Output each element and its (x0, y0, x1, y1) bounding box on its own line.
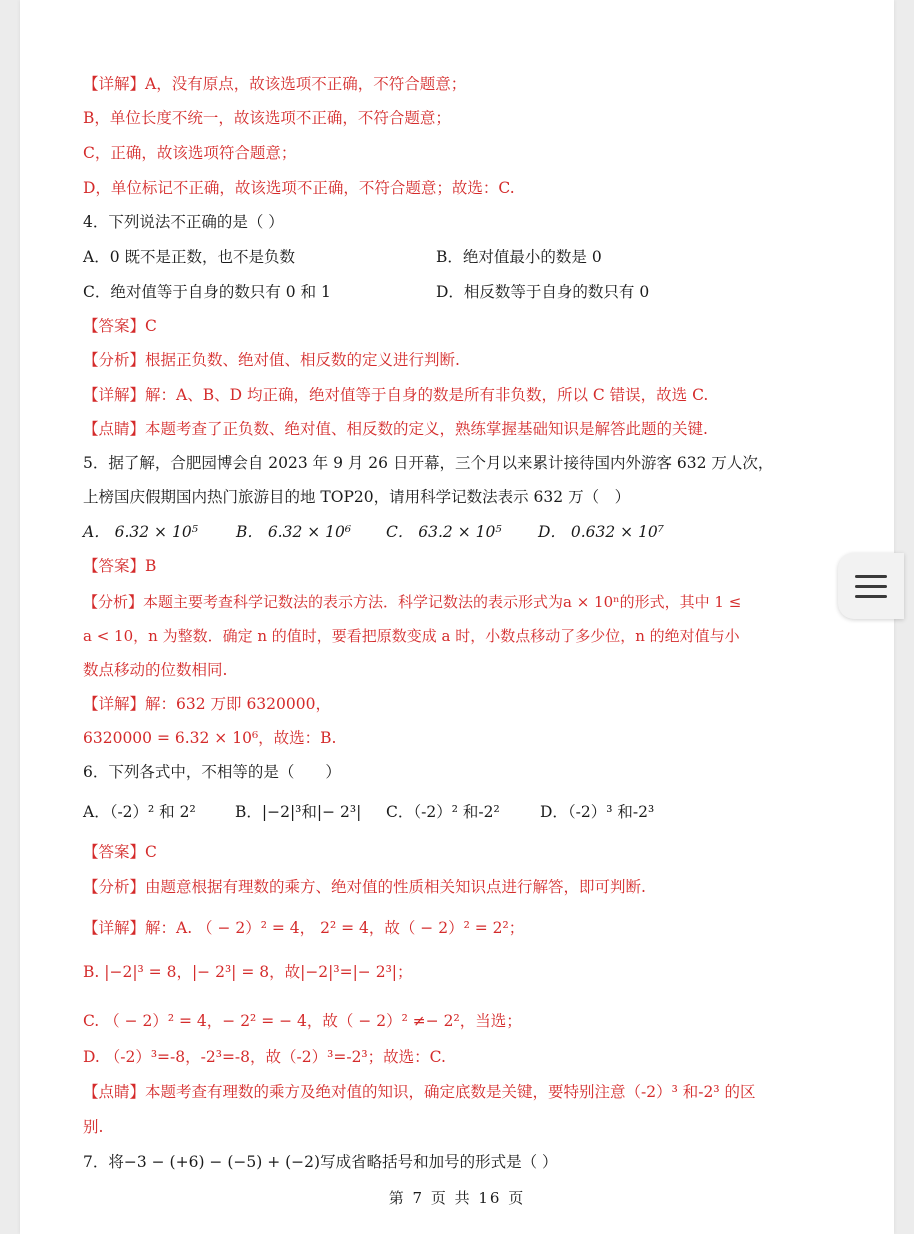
analysis-line: 【分析】本题主要考查科学记数法的表示方法．科学记数法的表示形式为a × 10ⁿ的形式，其中 1 ≤ (83, 593, 742, 611)
analysis-line: a < 10，n 为整数．确定 n 的值时，要看把原数变成 a 时，小数点移动了多少位，n 的绝对值与小 (83, 627, 740, 645)
question-7: 7．将−3 − (+6) − (−5) + (−2)写成省略括号和加号的形式是（ ） (83, 1153, 558, 1171)
q4-option-b: B．绝对值最小的数是 0 (436, 248, 602, 266)
explanation-line: D. （-2）³=-8，-2³=-8，故（-2）³=-2³；故选：C. (83, 1048, 446, 1066)
q4-option-a: A．0 既不是正数，也不是负数 (83, 248, 295, 266)
answer-line: 【答案】B (83, 557, 157, 575)
question-5: 5．据了解，合肥园博会自 2023 年 9 月 26 日开幕，三个月以来累计接待国内外游客 632 万人次， (83, 454, 774, 472)
hamburger-menu-icon[interactable] (838, 553, 904, 619)
explanation-line: D，单位标记不正确，故该选项不正确，不符合题意；故选：C. (83, 179, 515, 197)
q5-option-a: A． 6.32 × 10⁵ (83, 523, 198, 541)
explanation-line: 【详解】解：A、B、D 均正确，绝对值等于自身的数是所有非负数，所以 C 错误，故选 C. (83, 386, 709, 404)
analysis-line: 【分析】根据正负数、绝对值、相反数的定义进行判断. (83, 351, 460, 369)
q4-option-d: D．相反数等于自身的数只有 0 (436, 283, 650, 301)
explanation-line: 【详解】解：A. （ − 2）² = 4， 2² = 4，故（ − 2）² = 2²； (83, 919, 525, 937)
comment-line: 【点睛】本题考查有理数的乘方及绝对值的知识，确定底数是关键，要特别注意（-2）³ 和-2³ 的区 (83, 1083, 756, 1101)
q5-option-c: C． 63.2 × 10⁵ (386, 523, 502, 541)
page-footer: 第 7 页 共 16 页 (388, 1189, 526, 1207)
explanation-line: B，单位长度不统一，故该选项不正确，不符合题意； (83, 109, 451, 127)
document-page (20, 0, 894, 1234)
comment-line: 别. (83, 1118, 104, 1136)
comment-line: 【点睛】本题考查了正负数、绝对值、相反数的定义，熟练掌握基础知识是解答此题的关键. (83, 420, 708, 438)
q5-option-b: B． 6.32 × 10⁶ (236, 523, 352, 541)
question-5-cont: 上榜国庆假期国内热门旅游目的地 TOP20，请用科学记数法表示 632 万（ ） (83, 488, 631, 506)
question-6: 6．下列各式中，不相等的是（ ） (83, 763, 341, 781)
q6-option-a: A．（-2）² 和 2² (83, 803, 196, 821)
question-4: 4．下列说法不正确的是（ ） (83, 213, 284, 231)
answer-line: 【答案】C (83, 843, 157, 861)
menu-bar (855, 575, 887, 578)
explanation-line: B. |−2|³ = 8，|− 2³| = 8，故|−2|³=|− 2³|； (83, 963, 413, 981)
explanation-line: 【详解】A，没有原点，故该选项不正确，不符合题意； (83, 75, 467, 93)
q6-option-d: D．（-2）³ 和-2³ (540, 803, 655, 821)
menu-bar (855, 585, 887, 588)
explanation-line: 6320000 = 6.32 × 10⁶，故选：B. (83, 729, 337, 747)
answer-line: 【答案】C (83, 317, 157, 335)
q6-option-c: C．（-2）² 和-2² (386, 803, 500, 821)
explanation-line: C. （ − 2）² = 4，− 2² = − 4，故（ − 2）² ≠− 2²，当选； (83, 1012, 522, 1030)
analysis-line: 【分析】由题意根据有理数的乘方、绝对值的性质相关知识点进行解答，即可判断. (83, 878, 646, 896)
q5-option-d: D． 0.632 × 10⁷ (538, 523, 665, 541)
menu-bar (855, 595, 887, 598)
analysis-line: 数点移动的位数相同. (83, 661, 228, 679)
explanation-line: 【详解】解：632 万即 6320000， (83, 695, 331, 713)
explanation-line: C，正确，故该选项符合题意； (83, 144, 297, 162)
q6-option-b: B．|−2|³和|− 2³| (235, 803, 362, 821)
q4-option-c: C．绝对值等于自身的数只有 0 和 1 (83, 283, 331, 301)
